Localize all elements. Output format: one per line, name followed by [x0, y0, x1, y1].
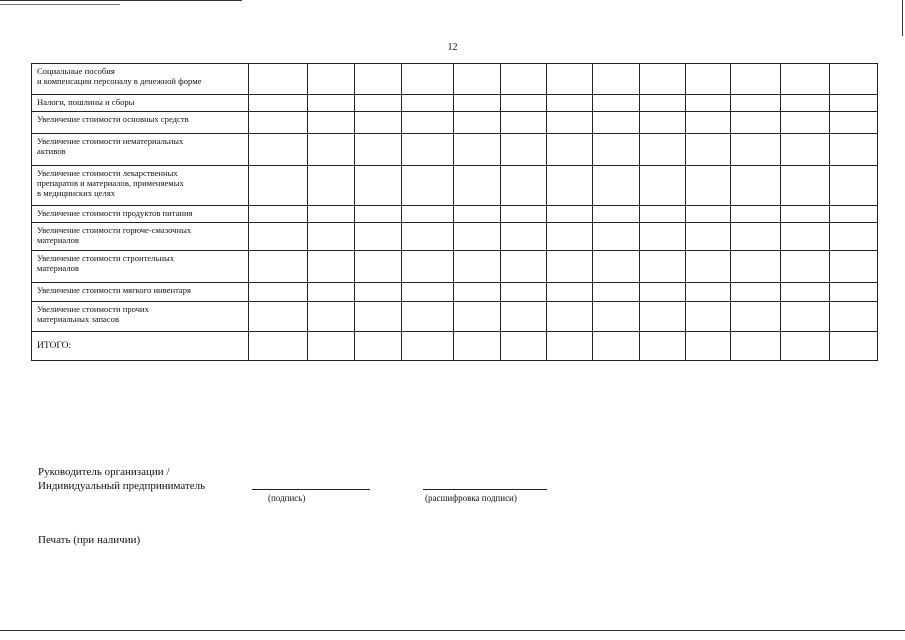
data-cell — [640, 283, 686, 302]
data-cell — [547, 206, 593, 223]
row-label: Увеличение стоимости продуктов питания — [32, 206, 249, 223]
table-row — [32, 166, 878, 206]
data-cell — [501, 283, 547, 302]
data-cell — [355, 302, 402, 332]
data-cell — [454, 283, 501, 302]
data-cell — [593, 223, 640, 251]
data-cell — [402, 95, 454, 112]
data-cell — [308, 206, 355, 223]
row-label: Увеличение стоимости прочих материальных запасов — [32, 302, 249, 332]
data-cell — [830, 206, 878, 223]
data-cell — [308, 64, 355, 95]
data-cell — [308, 134, 355, 166]
data-cell — [640, 166, 686, 206]
data-cell — [731, 223, 781, 251]
data-cell — [454, 64, 501, 95]
data-cell — [731, 166, 781, 206]
data-cell — [501, 64, 547, 95]
data-cell — [501, 112, 547, 134]
data-cell — [731, 283, 781, 302]
data-cell — [640, 206, 686, 223]
data-cell — [249, 166, 308, 206]
data-cell — [640, 134, 686, 166]
data-cell — [547, 223, 593, 251]
signature-caption: (подпись) — [268, 493, 306, 503]
data-cell — [249, 95, 308, 112]
data-cell — [547, 251, 593, 283]
data-cell — [731, 112, 781, 134]
data-cell — [830, 64, 878, 95]
report-table — [31, 63, 878, 361]
data-cell — [355, 166, 402, 206]
data-cell — [454, 166, 501, 206]
data-cell — [830, 166, 878, 206]
data-cell — [830, 112, 878, 134]
data-cell — [830, 283, 878, 302]
data-cell — [454, 112, 501, 134]
data-cell — [402, 223, 454, 251]
total-label: ИТОГО: — [32, 332, 249, 361]
data-cell — [501, 332, 547, 361]
data-cell — [402, 166, 454, 206]
data-cell — [308, 332, 355, 361]
data-cell — [686, 223, 731, 251]
data-cell — [731, 64, 781, 95]
data-cell — [402, 64, 454, 95]
data-cell — [355, 251, 402, 283]
data-cell — [547, 332, 593, 361]
data-cell — [355, 112, 402, 134]
data-cell — [593, 283, 640, 302]
data-cell — [830, 134, 878, 166]
data-cell — [355, 206, 402, 223]
data-cell — [308, 95, 355, 112]
data-cell — [830, 302, 878, 332]
data-cell — [402, 332, 454, 361]
table-row — [32, 251, 878, 283]
data-cell — [781, 134, 830, 166]
data-cell — [402, 134, 454, 166]
data-cell — [781, 283, 830, 302]
data-cell — [547, 166, 593, 206]
signature-title: Руководитель организации / Индивидуальный предприниматель — [38, 466, 206, 492]
data-cell — [454, 95, 501, 112]
data-cell — [402, 251, 454, 283]
data-cell — [686, 302, 731, 332]
data-cell — [547, 95, 593, 112]
data-cell — [781, 112, 830, 134]
data-cell — [593, 64, 640, 95]
data-cell — [640, 302, 686, 332]
data-cell — [249, 302, 308, 332]
data-cell — [781, 166, 830, 206]
signature-decoding-caption: (расшифровка подписи) — [425, 493, 517, 503]
data-cell — [731, 251, 781, 283]
row-label: Увеличение стоимости строительных материалов — [32, 251, 249, 283]
data-cell — [501, 302, 547, 332]
table-row — [32, 112, 878, 134]
data-cell — [686, 283, 731, 302]
top-border-line-secondary — [0, 4, 120, 5]
data-cell — [731, 332, 781, 361]
data-cell — [686, 64, 731, 95]
row-label: Увеличение стоимости основных средств — [32, 112, 249, 134]
data-cell — [593, 166, 640, 206]
bottom-border-line — [0, 630, 905, 631]
data-cell — [830, 332, 878, 361]
data-cell — [355, 332, 402, 361]
data-cell — [402, 302, 454, 332]
page-number: 12 — [447, 42, 458, 53]
data-cell — [547, 302, 593, 332]
data-cell — [249, 206, 308, 223]
data-cell — [308, 302, 355, 332]
data-cell — [454, 134, 501, 166]
data-cell — [454, 206, 501, 223]
data-cell — [731, 206, 781, 223]
table-row — [32, 302, 878, 332]
row-label: Налоги, пошлины и сборы — [32, 95, 249, 112]
stamp-label: Печать (при наличии) — [38, 534, 141, 546]
data-cell — [249, 223, 308, 251]
data-cell — [501, 166, 547, 206]
data-cell — [308, 112, 355, 134]
signature-line — [252, 489, 370, 490]
data-cell — [593, 332, 640, 361]
data-cell — [547, 134, 593, 166]
row-label: Увеличение стоимости нематериальных активов — [32, 134, 249, 166]
data-cell — [501, 251, 547, 283]
data-cell — [355, 223, 402, 251]
data-cell — [454, 332, 501, 361]
data-cell — [501, 206, 547, 223]
data-cell — [781, 95, 830, 112]
data-cell — [640, 332, 686, 361]
data-cell — [781, 223, 830, 251]
row-label: Увеличение стоимости горюче-смазочных материалов — [32, 223, 249, 251]
top-border-line — [0, 0, 242, 1]
data-cell — [402, 283, 454, 302]
data-cell — [249, 134, 308, 166]
data-cell — [454, 302, 501, 332]
table-row — [32, 64, 878, 95]
data-cell — [355, 95, 402, 112]
data-cell — [640, 95, 686, 112]
data-cell — [640, 251, 686, 283]
data-cell — [355, 64, 402, 95]
data-cell — [593, 251, 640, 283]
data-cell — [249, 332, 308, 361]
data-cell — [686, 112, 731, 134]
data-cell — [249, 283, 308, 302]
data-cell — [731, 302, 781, 332]
data-cell — [593, 134, 640, 166]
data-cell — [686, 95, 731, 112]
data-cell — [593, 302, 640, 332]
data-cell — [686, 332, 731, 361]
row-label: Увеличение стоимости лекарственных препаратов и материалов, применяемых в медицинских целях — [32, 166, 249, 206]
data-cell — [686, 166, 731, 206]
data-cell — [547, 283, 593, 302]
data-cell — [402, 206, 454, 223]
data-cell — [830, 95, 878, 112]
row-label: Увеличение стоимости мягкого инвентаря — [32, 283, 249, 302]
signature-decoding-line — [423, 489, 547, 490]
data-cell — [731, 95, 781, 112]
data-cell — [830, 223, 878, 251]
data-cell — [781, 251, 830, 283]
data-cell — [402, 112, 454, 134]
data-cell — [501, 134, 547, 166]
data-cell — [501, 95, 547, 112]
data-cell — [830, 251, 878, 283]
right-edge-mark — [902, 0, 903, 36]
data-cell — [547, 64, 593, 95]
data-cell — [501, 223, 547, 251]
data-cell — [308, 251, 355, 283]
data-cell — [308, 223, 355, 251]
data-cell — [593, 112, 640, 134]
data-cell — [355, 134, 402, 166]
data-cell — [686, 206, 731, 223]
table-row — [32, 95, 878, 112]
data-cell — [593, 95, 640, 112]
row-label: Социальные пособия и компенсации персоналу в денежной форме — [32, 64, 249, 95]
data-cell — [547, 112, 593, 134]
table-row — [32, 206, 878, 223]
data-cell — [781, 64, 830, 95]
data-cell — [249, 251, 308, 283]
data-cell — [640, 112, 686, 134]
data-cell — [249, 112, 308, 134]
data-cell — [731, 134, 781, 166]
data-cell — [640, 223, 686, 251]
table-row — [32, 134, 878, 166]
data-cell — [593, 206, 640, 223]
data-cell — [781, 332, 830, 361]
data-cell — [686, 251, 731, 283]
data-cell — [308, 283, 355, 302]
data-cell — [781, 206, 830, 223]
data-cell — [355, 283, 402, 302]
data-cell — [781, 302, 830, 332]
data-cell — [308, 166, 355, 206]
table-row — [32, 283, 878, 302]
data-cell — [686, 134, 731, 166]
data-cell — [640, 64, 686, 95]
data-cell — [454, 223, 501, 251]
data-cell — [454, 251, 501, 283]
table-row-total — [32, 332, 878, 361]
data-cell — [249, 64, 308, 95]
table-row — [32, 223, 878, 251]
